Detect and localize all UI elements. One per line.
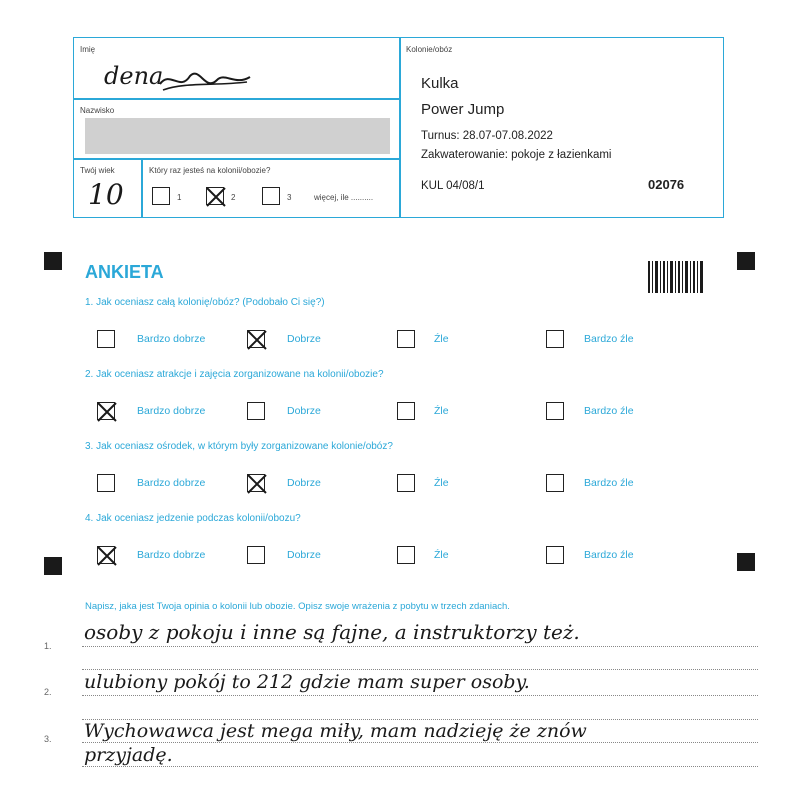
question-2-option-4-label: Bardzo źle [584, 405, 634, 417]
header-divider-vertical [399, 37, 401, 218]
question-2-option-1-label: Bardzo dobrze [137, 405, 206, 417]
question-2-checkbox-3[interactable] [397, 402, 415, 420]
name-value: dena [104, 62, 164, 90]
visit-checkbox-1[interactable] [152, 187, 170, 205]
question-2-checkbox-1[interactable] [97, 402, 115, 420]
line-number-1: 1. [44, 641, 52, 651]
registration-marker-top-left [44, 252, 62, 270]
answer-line-1b [82, 669, 758, 670]
visit-question: Który raz jesteś na kolonii/obozie? [149, 166, 271, 175]
visit-checkbox-3[interactable] [262, 187, 280, 205]
question-3-checkbox-1[interactable] [97, 474, 115, 492]
visit-option-2: 2 [231, 193, 236, 202]
question-3-checkbox-2[interactable] [247, 474, 265, 492]
camp-code: KUL 04/08/1 [421, 180, 485, 192]
surname-label: Nazwisko [80, 106, 115, 115]
question-3-option-3-label: Źle [434, 477, 449, 489]
camp-name: Kulka [421, 75, 459, 92]
visit-checkbox-2[interactable] [206, 187, 224, 205]
line-number-3: 3. [44, 734, 52, 744]
answer-line-3b [82, 766, 758, 767]
question-4-checkbox-1[interactable] [97, 546, 115, 564]
visit-option-3: 3 [287, 193, 292, 202]
visit-more-label: więcej, ile .......... [314, 193, 374, 202]
question-1-option-1-label: Bardzo dobrze [137, 333, 206, 345]
survey-title: ANKIETA [85, 262, 164, 282]
question-3-option-1-label: Bardzo dobrze [137, 477, 206, 489]
question-4-option-1-label: Bardzo dobrze [137, 549, 206, 561]
question-1-text: 1. Jak oceniasz całą kolonię/obóz? (Podobało Ci się?) [85, 297, 325, 308]
registration-marker-bottom-left [44, 557, 62, 575]
question-1-option-4-label: Bardzo źle [584, 333, 634, 345]
question-1-checkbox-2[interactable] [247, 330, 265, 348]
answer-text-3: Wychowawca jest mega miły, mam nadzieję że znów [84, 720, 587, 742]
question-3-option-2-label: Dobrze [287, 477, 321, 489]
registration-marker-bottom-right [737, 553, 755, 571]
question-3-text: 3. Jak oceniasz ośrodek, w którym były zorganizowane kolonie/obóz? [85, 441, 393, 452]
accommodation-text: Zakwaterowanie: pokoje z łazienkami [421, 149, 612, 161]
surname-redaction [85, 118, 390, 154]
barcode-icon [648, 261, 704, 293]
question-4-text: 4. Jak oceniasz jedzenie podczas kolonii/obozu? [85, 513, 301, 524]
camp-program: Power Jump [421, 101, 505, 118]
question-3-option-4-label: Bardzo źle [584, 477, 634, 489]
question-1-option-3-label: Źle [434, 333, 449, 345]
question-4-checkbox-3[interactable] [397, 546, 415, 564]
age-label: Twój wiek [80, 166, 115, 175]
question-2-option-3-label: Źle [434, 405, 449, 417]
turnus-text: Turnus: 28.07-07.08.2022 [421, 130, 553, 142]
name-label: Imię [80, 45, 96, 54]
question-1-checkbox-1[interactable] [97, 330, 115, 348]
form-number: 02076 [648, 177, 685, 192]
question-4-option-2-label: Dobrze [287, 549, 321, 561]
answer-line-2 [82, 695, 758, 696]
question-1-checkbox-3[interactable] [397, 330, 415, 348]
answer-line-3 [82, 742, 758, 743]
answer-text-2: ulubiony pokój to 212 gdzie mam super osoby. [84, 671, 530, 693]
question-4-checkbox-4[interactable] [546, 546, 564, 564]
answer-text-4: przyjadę. [84, 744, 173, 766]
question-4-option-4-label: Bardzo źle [584, 549, 634, 561]
question-2-text: 2. Jak oceniasz atrakcje i zajęcia zorganizowane na kolonii/obozie? [85, 369, 384, 380]
question-4-option-3-label: Źle [434, 549, 449, 561]
age-value: 10 [88, 178, 124, 211]
visit-option-1: 1 [177, 193, 182, 202]
question-2-checkbox-4[interactable] [546, 402, 564, 420]
question-3-checkbox-3[interactable] [397, 474, 415, 492]
line-number-2: 2. [44, 687, 52, 697]
question-3-checkbox-4[interactable] [546, 474, 564, 492]
question-1-checkbox-4[interactable] [546, 330, 564, 348]
camp-label: Kolonie/obóz [406, 45, 453, 54]
answer-text-1: osoby z pokoju i inne są fajne, a instruktorzy też. [84, 620, 580, 644]
age-divider [141, 158, 143, 218]
question-1-option-2-label: Dobrze [287, 333, 321, 345]
name-scribble [155, 62, 255, 102]
question-2-checkbox-2[interactable] [247, 402, 265, 420]
opinion-prompt: Napisz, jaka jest Twoja opinia o kolonii lub obozie. Opisz swoje wrażenia z pobytu w trzech zdaniach. [85, 601, 510, 612]
registration-marker-top-right [737, 252, 755, 270]
question-4-checkbox-2[interactable] [247, 546, 265, 564]
answer-line-1 [82, 646, 758, 647]
surname-row-divider [73, 158, 400, 160]
question-2-option-2-label: Dobrze [287, 405, 321, 417]
